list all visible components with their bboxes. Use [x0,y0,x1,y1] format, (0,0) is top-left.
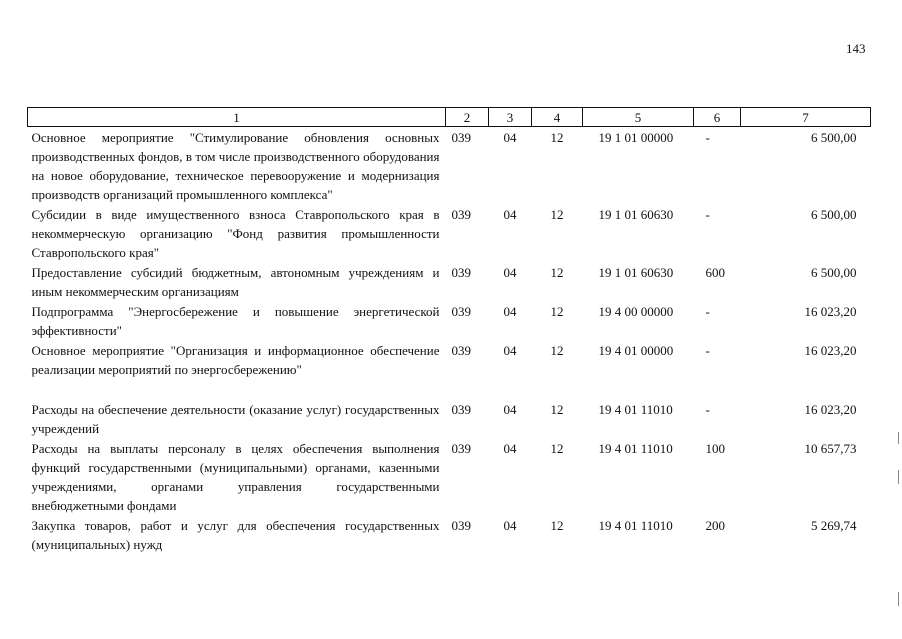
row-col-4: 12 [550,441,564,456]
row-col-6: - [705,207,710,222]
row-col-4: 12 [550,402,564,417]
row-col-4: 12 [550,130,564,145]
row-col-5: 19 4 01 11010 [598,518,673,533]
row-col-3: 04 [503,207,517,222]
header-col-6: 6 [694,108,741,127]
row-name: Предоставление субсидий бюджетным, автономным учреждениям и иным некоммерческим организациям [31,265,440,299]
table-row [28,127,871,205]
row-col-2: 039 [451,518,471,533]
header-col-3: 3 [489,108,532,127]
scan-edge-mark [898,592,899,606]
row-col-2: 039 [451,265,471,280]
table-row [28,204,871,262]
row-col-7: 16 023,20 [804,402,857,417]
header-col-2: 2 [446,108,489,127]
row-col-7: 6 500,00 [811,265,857,280]
row-col-7: 16 023,20 [804,343,857,358]
row-col-3: 04 [503,130,517,145]
row-col-6: - [705,130,710,145]
row-col-2: 039 [451,304,471,319]
table-row [28,399,871,438]
row-col-3: 04 [503,441,517,456]
row-col-5: 19 1 01 00000 [598,130,674,145]
scan-edge-mark [898,432,899,444]
row-col-4: 12 [550,207,564,222]
row-name: Основное мероприятие "Организация и информационное обеспечение реализации мероприятий по энергосбережению" [31,343,440,377]
row-col-5: 19 4 01 11010 [598,402,673,417]
row-col-7: 16 023,20 [804,304,857,319]
row-col-6: 100 [705,441,725,456]
table-row [28,301,871,340]
row-name: Расходы на выплаты персоналу в целях обеспечения выполнения функций государственными (муниципальными) органами, казенными учреждениями, органами управления государственными внебюджетными фондами [31,441,440,513]
row-col-6: - [705,343,710,358]
row-col-5: 19 4 01 11010 [598,441,673,456]
table-row [28,515,871,554]
row-col-5: 19 4 01 00000 [598,343,674,358]
row-col-3: 04 [503,304,517,319]
row-col-6: - [705,402,710,417]
table-header-row [28,108,871,127]
row-col-5: 19 1 01 60630 [598,207,674,222]
header-col-4: 4 [532,108,583,127]
row-col-4: 12 [550,343,564,358]
row-col-6: 600 [705,265,725,280]
row-col-6: 200 [705,518,725,533]
row-col-5: 19 4 00 00000 [598,304,674,319]
row-col-7: 10 657,73 [804,441,857,456]
row-col-2: 039 [451,130,471,145]
row-name: Основное мероприятие "Стимулирование обновления основных производственных фондов, в том числе производственного оборудования на новое оборудование, техническое перевооружение и модернизация производств организаций промышленного комплекса" [31,130,440,202]
page-number: 143 [846,41,866,56]
row-col-2: 039 [451,402,471,417]
row-name: Субсидии в виде имущественного взноса Ставропольского края в некоммерческую организацию "Фонд развития промышленности Ставропольского края" [31,207,440,260]
row-name: Подпрограмма "Энергосбережение и повышение энергетической эффективности" [31,304,440,338]
row-col-5: 19 1 01 60630 [598,265,674,280]
header-col-5: 5 [583,108,694,127]
row-col-2: 039 [451,207,471,222]
row-col-2: 039 [451,441,471,456]
spacer-cell [28,379,871,399]
row-name: Закупка товаров, работ и услуг для обеспечения государственных (муниципальных) нужд [31,518,440,552]
row-col-7: 6 500,00 [811,207,857,222]
table-row [28,340,871,379]
row-name: Расходы на обеспечение деятельности (оказание услуг) государственных учреждений [31,402,440,436]
row-col-3: 04 [503,343,517,358]
row-col-6: - [705,304,710,319]
row-col-3: 04 [503,402,517,417]
row-col-4: 12 [550,518,564,533]
row-col-3: 04 [503,265,517,280]
header-col-7: 7 [741,108,871,127]
row-col-2: 039 [451,343,471,358]
row-col-4: 12 [550,304,564,319]
scan-edge-mark [898,470,899,484]
row-col-7: 6 500,00 [811,130,857,145]
table-row [28,438,871,515]
row-col-7: 5 269,74 [811,518,857,533]
table-spacer-row [28,379,871,399]
budget-table [27,107,871,554]
row-col-3: 04 [503,518,517,533]
header-col-1: 1 [28,108,446,127]
row-col-4: 12 [550,265,564,280]
table-row [28,262,871,301]
